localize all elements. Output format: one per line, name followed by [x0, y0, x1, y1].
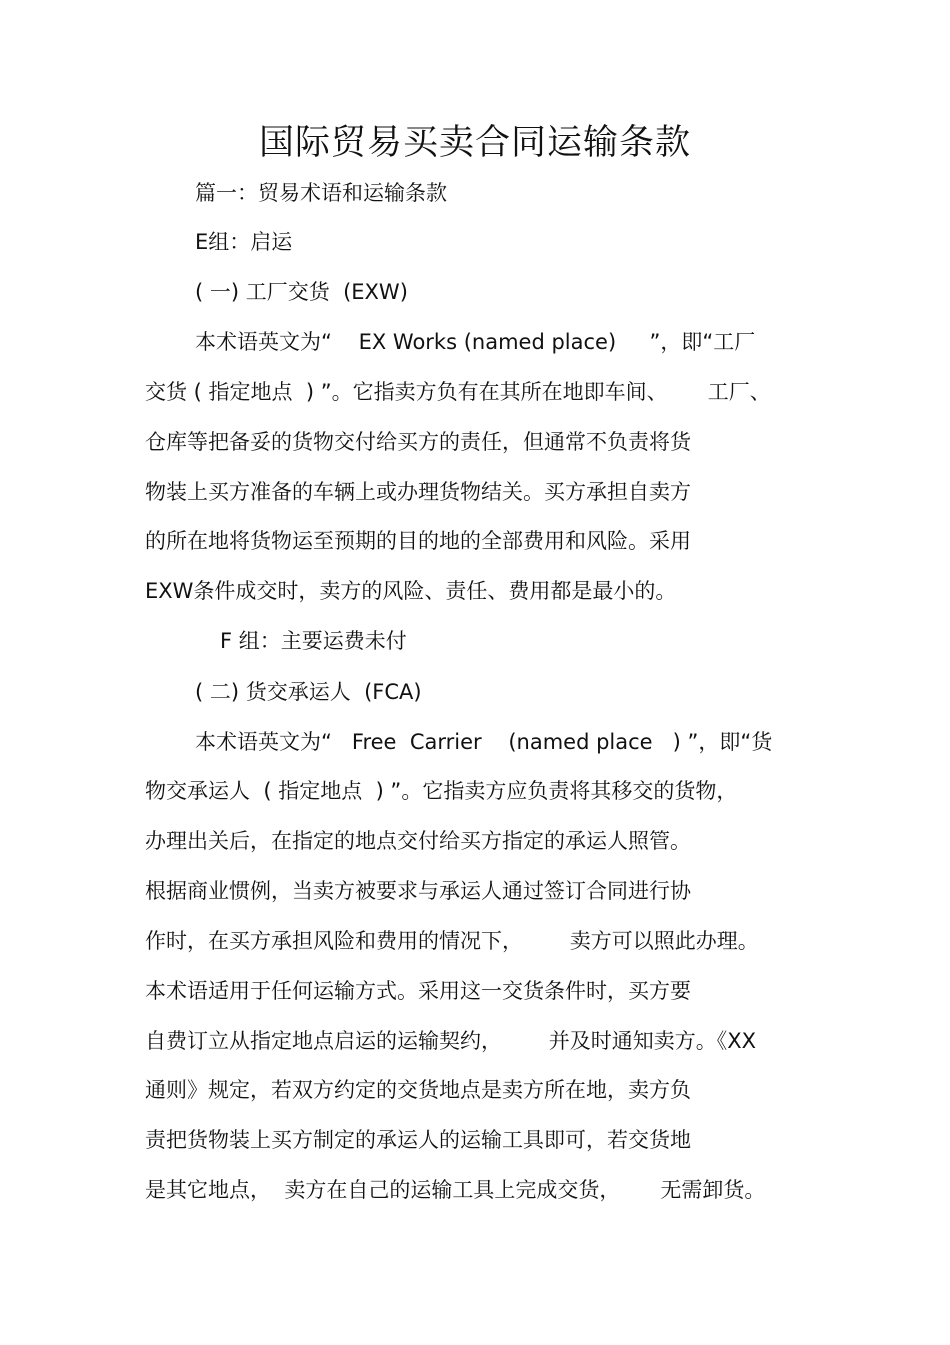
- paragraph-line: 本术语英文为“ Free Carrier (named place ) ”，即“货: [195, 730, 773, 754]
- paragraph-line: 根据商业惯例，当卖方被要求与承运人通过签订合同进行协: [145, 879, 691, 903]
- paragraph-line: 通则》规定，若双方约定的交货地点是卖方所在地，卖方负: [145, 1078, 691, 1102]
- group-heading: E组：启运: [195, 230, 293, 254]
- paragraph-line: 交货 ( 指定地点 ) ”。它指卖方负有在其所在地即车间、 工厂、: [145, 380, 771, 404]
- paragraph-line: 自费订立从指定地点启运的运输契约， 并及时通知卖方。《XX: [145, 1029, 756, 1053]
- paragraph-line: 本术语英文为“ EX Works (named place) ”，即“工厂: [195, 330, 756, 354]
- paragraph-line: 是其它地点， 卖方在自己的运输工具上完成交货， 无需卸货。: [145, 1178, 766, 1202]
- paragraph-line: 本术语适用于任何运输方式。采用这一交货条件时，买方要: [145, 979, 691, 1003]
- paragraph-line: 的所在地将货物运至预期的目的地的全部费用和风险。采用: [145, 529, 691, 553]
- paragraph-line: 办理出关后，在指定的地点交付给买方指定的承运人照管。: [145, 829, 691, 853]
- paragraph-line: 作时，在买方承担风险和费用的情况下， 卖方可以照此办理。: [145, 929, 759, 953]
- term-heading: ( 一) 工厂交货 (EXW): [195, 280, 408, 304]
- paragraph-line: 物装上买方准备的车辆上或办理货物结关。买方承担自卖方: [145, 480, 691, 504]
- paragraph-line: 物交承运人 ( 指定地点 ) ”。它指卖方应负责将其移交的货物，: [145, 779, 738, 803]
- paragraph-line: 仓库等把备妥的货物交付给买方的责任，但通常不负责将货: [145, 430, 691, 454]
- section-heading: 篇一：贸易术语和运输条款: [195, 181, 447, 205]
- term-heading: ( 二) 货交承运人 (FCA): [195, 680, 422, 704]
- paragraph-line: 责把货物装上买方制定的承运人的运输工具即可，若交货地: [145, 1128, 691, 1152]
- group-heading: F 组：主要运费未付: [220, 629, 407, 653]
- document-title: 国际贸易买卖合同运输条款: [258, 123, 691, 163]
- paragraph-line: EXW条件成交时，卖方的风险、责任、费用都是最小的。: [145, 579, 677, 603]
